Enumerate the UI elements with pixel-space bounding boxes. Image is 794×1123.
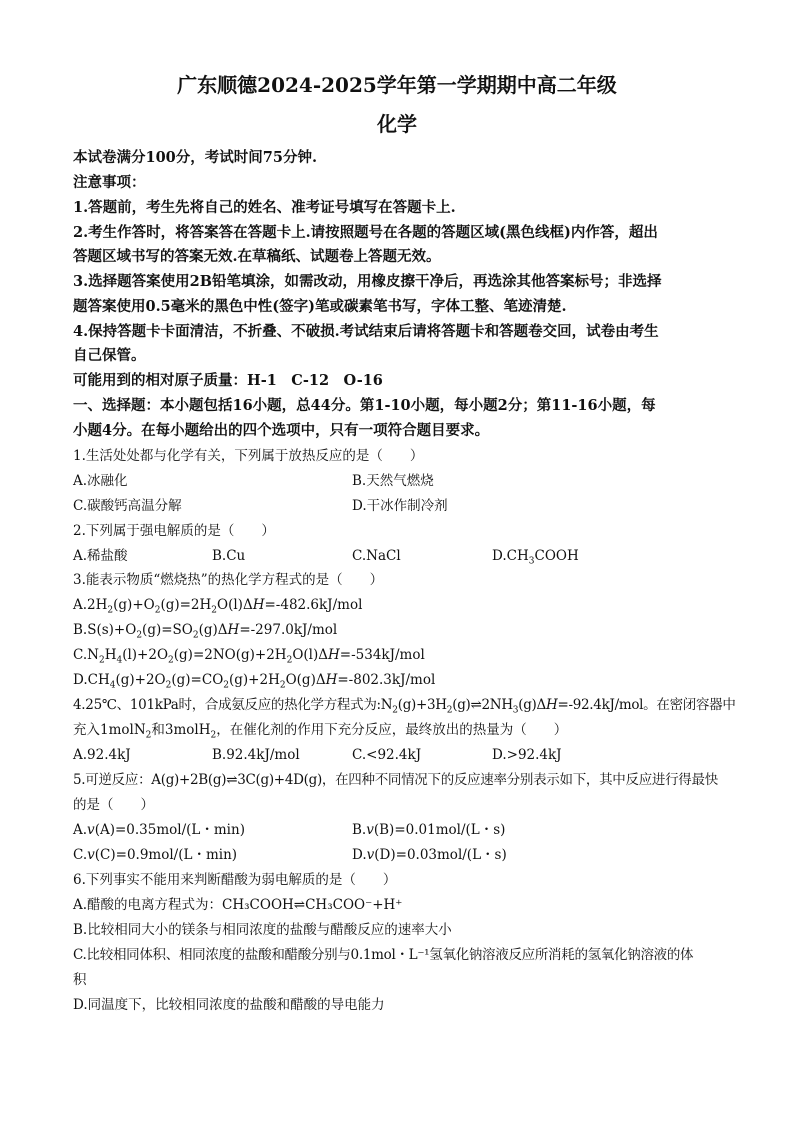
notice-item-2-line1: 2.考生作答时，将答案答在答题卡上.请按照题号在各题的答题区域(黑色线框)内作答，超出 [73,224,658,241]
notice-item-3-line1: 3.选择题答案使用2B铅笔填涂，如需改动，用橡皮擦干净后，再选涂其他答案标号；非选择 [73,273,662,290]
notice-item-1: 1.答题前，考生先将自己的姓名、准考证号填写在答题卡上. [73,199,456,216]
question-2-option-c: C.NaCl [352,548,401,564]
question-3-option-a: $A.2H_2(g)+O_2(g)=2H_2O(l)\Delta H=-482.6kJ$/mol [73,597,363,616]
section-heading-line2: 小题4分。在每小题给出的四个选项中，只有一项符合题目要求。 [73,422,490,439]
question-1-option-a: A.冰融化 [73,473,128,489]
question-6-option-c-line1: C.比较相同体积、相同浓度的盐酸和醋酸分别与0.1mol・L⁻¹氢氧化钠溶液反应所消耗的氢氧化钠溶液的体 [73,947,694,963]
question-3-option-d: $D.CH_4(g)+2O_2(g)=CO_2(g)+2H_2O(g)\Delta H=-802.3kJ$/mol [73,672,436,691]
atomic-mass-note: 可能用到的相对原子质量：H-1 C-12 O-16 [73,372,383,389]
question-4-stem-line1: 4.25℃、101kPa时，合成氨反应的热化学方程式为$:N_2(g)+3H_2(g)\rightleftharpoons 2NH_3(g)\Delta H=-92.4kJ$/mol。在密闭容器中 [73,697,736,716]
question-6-option-c-line2: 积 [73,972,87,988]
question-5-option-d: D.v(D)=0.03mol/(L・s) [352,847,507,863]
notice-item-2-line2: 答题区域书写的答案无效.在草稿纸、试题卷上答题无效。 [73,248,441,265]
question-1-option-c: C.碳酸钙高温分解 [73,498,182,514]
question-2-option-a: A.稀盐酸 [73,548,128,564]
exam-title: 广东顺德2024-2025学年第一学期期中高二年级 [177,73,617,97]
question-4-stem-line2: 充入1molN$_2$和3molH$_2$，在催化剂的作用下充分反应，最终放出的热量为（ ） [73,722,568,741]
question-4-option-a: A.92.4kJ [73,747,131,763]
question-4-option-d: D.>92.4kJ [492,747,562,763]
question-4-option-c: C.<92.4kJ [352,747,422,763]
question-2-option-b: B.Cu [212,548,246,564]
question-5-option-a: A.v(A)=0.35mol/(L・min) [73,822,245,838]
question-5-option-b: B.v(B)=0.01mol/(L・s) [352,822,506,838]
notice-item-3-line2: 题答案使用0.5毫米的黑色中性(签字)笔或碳素笔书写，字体工整、笔迹清楚. [73,298,567,315]
question-1-stem: 1.生活处处都与化学有关，下列属于放热反应的是（ ） [73,448,424,464]
question-3-option-b: $B.S(s)+O_2(g)=SO_2(g)\Delta H=-297.0kJ$/mol [73,622,338,641]
exam-info: 本试卷满分100分，考试时间75分钟. [73,149,317,166]
question-1-option-d: D.干冰作制冷剂 [352,498,448,514]
notice-item-4-line1: 4.保持答题卡卡面清洁，不折叠、不破损.考试结束后请将答题卡和答题卷交回，试卷由考生 [73,323,659,340]
question-4-option-b: B.92.4kJ/mol [212,747,300,763]
notice-item-4-line2: 自己保管。 [73,347,146,364]
question-3-stem: 3.能表示物质“燃烧热”的热化学方程式的是（ ） [73,572,384,588]
section-heading-line1: 一、选择题：本小题包括16小题，总44分。第1-10小题，每小题2分；第11-16小题，每 [73,397,656,414]
question-2-option-d: $D.CH_3COOH$ [492,548,579,567]
question-3-option-c: $C.N_2H_4(l)+2O_2(g)=2NO(g)+2H_2O(l)\Delta H=-534kJ$/mol [73,647,425,666]
question-6-option-b: B.比较相同大小的镁条与相同浓度的盐酸与醋酸反应的速率大小 [73,922,452,938]
question-6-option-d: D.同温度下，比较相同浓度的盐酸和醋酸的导电能力 [73,997,385,1013]
question-1-option-b: B.天然气燃烧 [352,473,434,489]
question-6-stem: 6.下列事实不能用来判断醋酸为弱电解质的是（ ） [73,872,397,888]
question-2-stem: 2.下列属于强电解质的是（ ） [73,523,275,539]
question-6-option-a: A.醋酸的电离方程式为：CH₃COOH⇌CH₃COO⁻+H⁺ [73,897,403,913]
question-5-stem-line2: 的是（ ） [73,797,154,813]
question-5-stem-line1: 5.可逆反应：A(g)+2B(g)⇌3C(g)+4D(g)，在四种不同情况下的反应速率分别表示如下，其中反应进行得最快 [73,772,718,788]
question-5-option-c: C.v(C)=0.9mol/(L・min) [73,847,238,863]
subject-title: 化学 [377,112,417,136]
notice-title: 注意事项： [73,174,146,191]
